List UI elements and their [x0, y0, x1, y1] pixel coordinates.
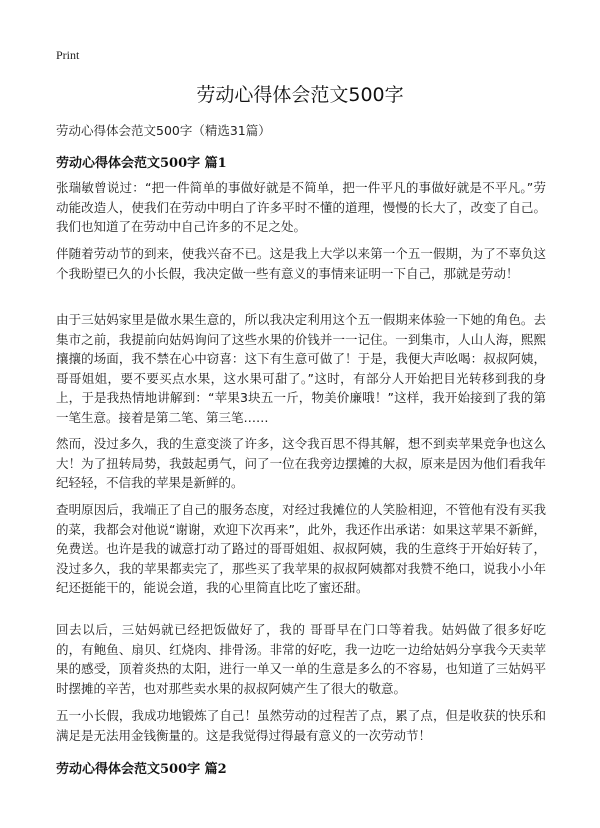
section-heading-1: 劳动心得体会范文500字 篇1: [56, 156, 227, 171]
paragraph: 由于三姑妈家里是做水果生意的，所以我决定利用这个五一假期来体验一下她的角色。去集市之前，我提前向姑妈询问了这些水果的价钱并一一记住。一到集市，人山人海，熙熙攘攘的场面，我不禁在心中窃喜：这下有生意可做了！于是，我便大声吆喝：叔叔阿姨，哥哥姐姐，要不要买点水果，这水果可甜了。”这时，有部分人开始把目光转移到我的身上，于是我热情地讲解到：“苹果3块五一斤，物美价廉哦！”这样，我开始接到了我的第一笔生意。接着是第二笔、第三笔……: [56, 312, 546, 425]
paragraph: 然而，没过多久，我的生意变淡了许多，这令我百思不得其解，想不到卖苹果竞争也这么大！为了扭转局势，我鼓起勇气，问了一位在我旁边摆摊的大叔，原来是因为他们看我年纪轻轻，不信我的苹果是新鲜的。: [56, 436, 546, 491]
section-heading-2: 劳动心得体会范文500字 篇2: [56, 762, 227, 777]
page-title: 劳动心得体会范文500字: [196, 84, 404, 106]
paragraph: 回去以后，三姑妈就已经把饭做好了，我的 哥哥早在门口等着我。姑妈做了很多好吃的，有鲍鱼、扇贝、红烧肉、排骨汤。非常的好吃，我一边吃一边给姑妈分享我今天卖苹果的感受，顶着炎热的太阳，进行一单又一单的生意是多么的不容易，也知道了三姑妈平时摆摊的辛苦，也对那些卖水果的叔叔阿姨产生了很大的敬意。: [56, 622, 546, 696]
paragraph: 张瑞敏曾说过：“把一件简单的事做好就是不简单，把一件平凡的事做好就是不平凡。”劳动能改造人，使我们在劳动中明白了许多平时不懂的道理，慢慢的长大了，改变了自己。我们也知道了在劳动中自己许多的不足之处。: [56, 180, 546, 235]
paragraph: 五一小长假，我成功地锻炼了自己！虽然劳动的过程苦了点，累了点，但是收获的快乐和满足是无法用金钱衡量的。这是我觉得过得最有意义的一次劳动节！: [56, 708, 546, 743]
paragraph: 伴随着劳动节的到来，使我兴奋不已。这是我上大学以来第一个五一假期，为了不辜负这个我盼望已久的小长假，我决定做一些有意义的事情来证明一下自己，那就是劳动！: [56, 246, 546, 281]
document-subtitle: 劳动心得体会范文500字（精选31篇）: [56, 123, 271, 138]
paragraph: 查明原因后，我端正了自己的服务态度，对经过我摊位的人笑脸相迎，不管他有没有买我的菜，我都会对他说“谢谢，欢迎下次再来”，此外，我还作出承诺：如果这苹果不新鲜，免费送。也许是我的诚意打动了路过的哥哥姐姐、叔叔阿姨，我的生意终于开始好转了，没过多久，我的苹果都卖完了，那些买了我苹果的叔叔阿姨都对我赞不绝口，说我小小年纪还挺能干的，能说会道，我的心里简直比吃了蜜还甜。: [56, 502, 546, 596]
print-link[interactable]: Print: [56, 48, 80, 62]
